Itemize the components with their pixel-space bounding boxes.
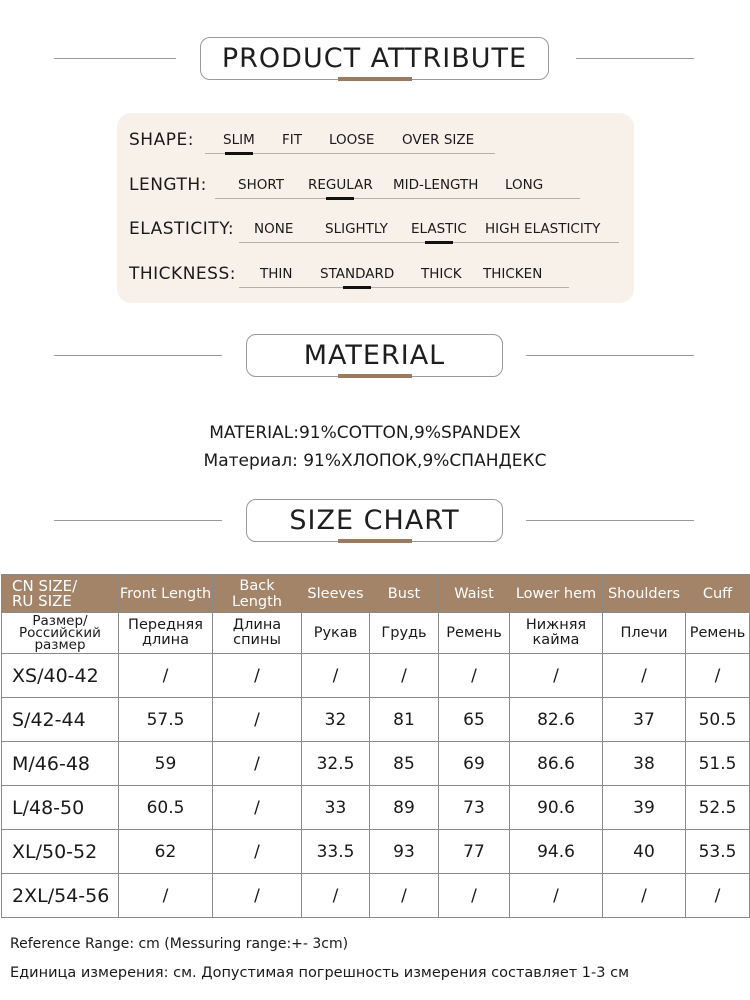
table-cell: / (213, 786, 302, 830)
table-row (2, 830, 750, 874)
size-label-cell: M/46-48 (2, 742, 119, 786)
table-cell: 81 (370, 698, 439, 742)
table-cell: / (213, 874, 302, 918)
attribute-option: NONE (254, 221, 294, 237)
attribute-option: LONG (505, 177, 544, 193)
table-cell: 86.6 (510, 742, 603, 786)
material-text-en: MATERIAL:91%COTTON,9%SPANDEX (209, 423, 521, 443)
table-cell: 62 (119, 830, 213, 874)
table-cell: / (686, 874, 750, 918)
table-cell: / (439, 874, 510, 918)
table-row (2, 742, 750, 786)
table-cell: 52.5 (686, 786, 750, 830)
attribute-row-thickness (117, 260, 634, 290)
table-cell: 89 (370, 786, 439, 830)
table-cell: 60.5 (119, 786, 213, 830)
material-text-ru: Материал: 91%ХЛОПОК,9%СПАНДЕКС (203, 451, 547, 471)
table-cell: / (510, 654, 603, 698)
table-cell: / (119, 654, 213, 698)
section-title-size-chart: SIZE CHART (246, 499, 503, 542)
attribute-option: ELASTIC (411, 221, 467, 237)
table-cell: 73 (439, 786, 510, 830)
table-header-ru-cell: Длина спины (213, 613, 302, 654)
table-header-cell: Back Length (213, 575, 302, 613)
table-cell: 51.5 (686, 742, 750, 786)
table-cell: / (510, 874, 603, 918)
table-cell: / (213, 698, 302, 742)
table-cell: / (302, 874, 370, 918)
table-cell: 37 (603, 698, 686, 742)
table-cell: / (603, 654, 686, 698)
table-cell: / (686, 654, 750, 698)
section-divider (576, 58, 694, 59)
section-divider (526, 520, 694, 521)
size-label-cell: XL/50-52 (2, 830, 119, 874)
table-header-ru-cell: Размер/ Российский размер (2, 613, 119, 654)
table-cell: 53.5 (686, 830, 750, 874)
table-header-ru-cell: Передняя длина (119, 613, 213, 654)
attribute-option: REGULAR (308, 177, 373, 193)
attribute-option: STANDARD (320, 266, 394, 282)
attribute-row-elasticity (117, 215, 634, 245)
table-cell: 33 (302, 786, 370, 830)
table-header-cell: Shoulders (603, 575, 686, 613)
section-title-product-attribute: PRODUCT ATTRIBUTE (200, 37, 549, 80)
table-cell: / (213, 830, 302, 874)
table-header-cell: Front Length (119, 575, 213, 613)
table-cell: / (213, 742, 302, 786)
table-cell: / (370, 874, 439, 918)
table-cell: / (603, 874, 686, 918)
attribute-option: THIN (260, 266, 293, 282)
size-label-cell: L/48-50 (2, 786, 119, 830)
section-divider (526, 355, 694, 356)
attribute-option: LOOSE (329, 132, 375, 148)
section-divider (54, 355, 222, 356)
table-cell: 32 (302, 698, 370, 742)
attribute-option: SHORT (238, 177, 284, 193)
attribute-row-shape (117, 126, 634, 156)
attribute-card (117, 113, 634, 303)
attribute-label: ELASTICITY: (129, 219, 235, 239)
section-title-material: MATERIAL (246, 334, 503, 377)
table-cell: 69 (439, 742, 510, 786)
reference-note-ru: Единица измерения: см. Допустимая погрешность измерения составляет 1-3 см (10, 965, 630, 981)
table-cell: 39 (603, 786, 686, 830)
table-cell: 85 (370, 742, 439, 786)
table-row (2, 874, 750, 918)
table-cell: 94.6 (510, 830, 603, 874)
table-header-ru-cell: Нижняя кайма (510, 613, 603, 654)
attribute-option: OVER SIZE (402, 132, 475, 148)
table-row (2, 698, 750, 742)
size-label-cell: XS/40-42 (2, 654, 119, 698)
table-header-cell: Lower hem (510, 575, 603, 613)
section-divider (54, 520, 222, 521)
attribute-option: MID-LENGTH (393, 177, 479, 193)
table-cell: 90.6 (510, 786, 603, 830)
table-cell: 32.5 (302, 742, 370, 786)
table-header-cell: Bust (370, 575, 439, 613)
table-row (2, 654, 750, 698)
table-header-ru-cell: Плечи (603, 613, 686, 654)
table-cell: 82.6 (510, 698, 603, 742)
table-cell: / (213, 654, 302, 698)
table-cell: 59 (119, 742, 213, 786)
table-cell: 65 (439, 698, 510, 742)
attribute-label: LENGTH: (129, 175, 207, 195)
table-row (2, 786, 750, 830)
size-label-cell: S/42-44 (2, 698, 119, 742)
table-header-ru-cell: Грудь (370, 613, 439, 654)
table-header-ru-cell: Ремень (439, 613, 510, 654)
attribute-option: HIGH ELASTICITY (485, 221, 601, 237)
table-cell: / (119, 874, 213, 918)
table-cell: 57.5 (119, 698, 213, 742)
attribute-label: THICKNESS: (129, 264, 236, 284)
size-chart-table (1, 574, 750, 918)
table-cell: 77 (439, 830, 510, 874)
table-cell: 50.5 (686, 698, 750, 742)
table-header-ru-cell: Ремень (686, 613, 750, 654)
reference-note-en: Reference Range: cm (Messuring range:+- 3cm) (10, 936, 349, 952)
section-divider (54, 58, 176, 59)
table-cell: / (439, 654, 510, 698)
table-header-cell: CN SIZE/ RU SIZE (2, 575, 119, 613)
table-header-ru-cell: Рукав (302, 613, 370, 654)
table-cell: / (370, 654, 439, 698)
size-label-cell: 2XL/54-56 (2, 874, 119, 918)
table-header-cell: Cuff (686, 575, 750, 613)
table-cell: / (302, 654, 370, 698)
attribute-option: SLIGHTLY (325, 221, 388, 237)
attribute-row-length (117, 171, 634, 201)
attribute-label: SHAPE: (129, 130, 194, 150)
attribute-option: THICKEN (483, 266, 543, 282)
table-cell: 38 (603, 742, 686, 786)
table-cell: 33.5 (302, 830, 370, 874)
table-header-cell: Sleeves (302, 575, 370, 613)
attribute-option: THICK (421, 266, 462, 282)
attribute-option: SLIM (223, 132, 255, 148)
table-header-cell: Waist (439, 575, 510, 613)
attribute-option: FIT (282, 132, 302, 148)
table-cell: 93 (370, 830, 439, 874)
table-cell: 40 (603, 830, 686, 874)
